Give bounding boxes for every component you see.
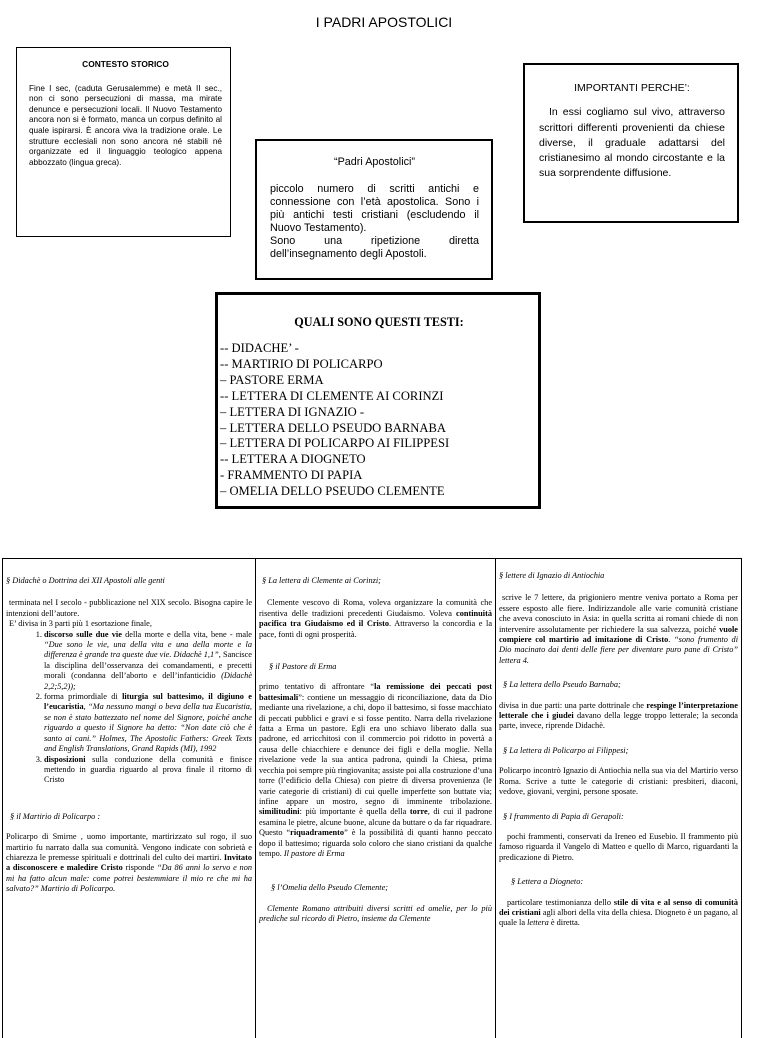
papia-text: pochi frammenti, conservati da Ireneo ed Eusebio. Il frammento più famoso riguarda il Vangelo di Matteo e quello di Marco, riguardanti la predicazione di Pietro.	[499, 831, 738, 862]
page-title: I PADRI APOSTOLICI	[315, 14, 453, 30]
text: Clemente vescovo di Roma, voleva organizzare la comunità che risentiva delle tradizioni precedenti Giudaismo. Voleva	[259, 598, 492, 618]
testi-item: -- LETTERA DI CLEMENTE AI CORINZI	[220, 388, 444, 403]
padri-apostolici-box	[255, 139, 493, 280]
text: . Attraverso la concordia e la pace, fonti di ogni prosperità.	[259, 619, 492, 639]
text: : più importante è quella della	[299, 807, 410, 817]
testi-heading: QUALI SONO QUESTI TESTI:	[294, 315, 464, 329]
testi-item: -- LETTERA A DIOGNETO	[220, 452, 366, 467]
text: , Sancisce la disciplina dell’osservanza dei comandamenti, e precetti morali (condanna dell’aborto e dell’infanticidio	[44, 650, 252, 681]
erma-heading: § il Pastore di Erma	[269, 662, 337, 672]
quote: “sono frumento di Dio macinato dai denti delle fiere per diventare puro pane di Cristo” lettera 4.	[499, 635, 738, 665]
papia-heading: § I frammento di Papia di Gerapoli:	[503, 811, 624, 821]
list-item	[44, 630, 252, 692]
filippesi-text: Policarpo incontrò Ignazio di Antiochia nella sua via del Martirio verso Roma. Scrive a tutte le categorie di cristiani: presbiteri, diaconi, vedove, giovani, vergini, persone sposate.	[499, 766, 738, 797]
table-column-1	[3, 559, 255, 1038]
quote: “Da 86 anni lo servo e non mi ha fatto alcun male: come potrei bestemmiare il mio re che mi ha salvato?” Martirio di Policarpo.	[6, 863, 252, 894]
text: della morte e della vita, bene - male	[121, 629, 252, 639]
list-item	[44, 692, 252, 754]
martirio-text	[6, 832, 252, 894]
text: sulla conduzione della comunità e finisce mettendo in guardia riguardo al prova finale il ritorno di Cristo	[44, 754, 252, 785]
barnaba-heading: § La lettera dello Pseudo Barnaba;	[503, 680, 621, 690]
text: particolare testimonianza dello	[507, 897, 614, 907]
diogneto-text	[499, 898, 738, 929]
bold-text: disposizioni	[44, 754, 86, 764]
list-item	[44, 755, 252, 786]
didache-intro-1: terminata nel I secolo - pubblicazione nel XIX secolo. Bisogna capire le intenzioni dell’autore.	[6, 598, 252, 618]
contesto-storico-box	[16, 47, 231, 237]
barnaba-text	[499, 701, 738, 732]
bold-text: discorso sulle due vie	[44, 629, 122, 639]
testi-item: - FRAMMENTO DI PAPIA	[220, 468, 363, 483]
padri-text-1: piccolo numero di scritti antichi e connessione con l’età apostolica. Sono i più antichi testi cristiani (escludendo il Nuovo Testamento).	[270, 183, 479, 234]
ignazio-text	[499, 593, 738, 666]
text: ” è la possibilità di quanti hanno peccato dopo il battesimo; riguarda solo coloro che siano cristiani da qualche tempo.	[259, 828, 492, 858]
bold-text: stile di vita e al senso di comunità dei cristiani	[499, 897, 738, 917]
quote: , “Ma nessuno mangi o beva della tua Eucaristia, se non è stato battezzato nel nome del Signore, poiché anche riguardo a questo il Signore ha detto: “Non date ciò che è santo ai cani.” Holmes, The Apostolic Fathers: Greek Texts and English Translations, Grand Rapids (MI), 1992	[44, 702, 252, 754]
table-column-2	[255, 559, 495, 1038]
ignazio-heading: § lettere di Ignazio di Antiochia	[499, 571, 605, 580]
bold-text: similitudini	[259, 807, 300, 817]
padri-text-2: Sono una ripetizione diretta dell’insegnamento degli Apostoli.	[270, 235, 479, 260]
diogneto-heading: § Lettera a Diogneto:	[511, 877, 584, 887]
text: .	[668, 635, 674, 645]
text: forma primordiale di	[44, 692, 123, 702]
text: è diretta.	[548, 918, 580, 928]
text: risponde	[122, 863, 157, 873]
texts-table	[2, 558, 742, 1038]
bold-text: respinge l’interpretazione letterale che i giudei	[499, 700, 738, 721]
testi-item: -- MARTIRIO DI POLICARPO	[220, 356, 383, 371]
testi-item: – LETTERA DI POLICARPO AI FILIPPESI	[220, 436, 450, 451]
bold-text: vuole compiere col martirio ad imitazione di Cristo	[499, 624, 738, 645]
testi-item: -- DIDACHE’ -	[220, 341, 299, 355]
didache-heading: § Didachè o Dottrina dei XII Apostoli alle genti	[6, 576, 165, 585]
text: davano della legge troppo letterale; la seconda parte, invece, riprende Didachè.	[499, 711, 738, 731]
text: primo tentativo di affrontare “	[259, 682, 375, 692]
bold-text: liturgia sul battesimo, il digiuno e l’eucaristia	[44, 692, 252, 712]
text: , di cui il padrone esamina le pietre, alcune buone, alcune da buttare o da far riquadrare. Questo “	[259, 807, 493, 838]
omelia-heading: § l’Omelia dello Pseudo Clemente;	[271, 883, 389, 893]
text: divisa in due parti: una parte dottrinale che	[499, 700, 647, 710]
importanti-text: In essi cogliamo sul vivo, attraverso scrittori differenti provenienti da chiese diverse, il graduale adattarsi del cristianesimo al mondo circostante e la sua sorprendente diffusione.	[539, 106, 725, 180]
text: Policarpo di Smirne , uomo importante, martirizzato sul rogo, il suo martirio fu narrato dalla sua comunità. Vengono indicate con sobrietà e chiarezza le premesse spirituali e dottrinali del culto dei martiri.	[6, 832, 252, 862]
contesto-heading: CONTESTO STORICO	[82, 59, 169, 69]
contesto-text: Fine I sec, (caduta Gerusalemme) e metà II sec., non ci sono persecuzioni di massa, ma mirate denunce e persecuzioni locali. Il Nuovo Testamento ancora non si è formato, manca un corpus definito al quale ispirarsi. È ancora viva la tradizione orale. Le strutture ecclesiali non sono ancora né stabili né organizzate ed il linguaggio teologico appena abbozzato (lingua greca).	[29, 83, 222, 167]
testi-item: – LETTERA DI IGNAZIO -	[220, 404, 365, 419]
bold-text: torre	[409, 807, 428, 817]
bold-text: la remissione dei peccati post battesimali	[259, 682, 492, 702]
didache-parts-list	[6, 630, 252, 786]
bold-text: Invitato a disconoscere e maledire Cristo	[6, 852, 252, 873]
reference: Il pastore di Erma	[283, 848, 345, 858]
reference: (Didachè 2,2;5,2));	[44, 671, 252, 691]
didache-intro-2: E’ divisa in 3 parti più 1 esortazione finale,	[9, 619, 152, 629]
padri-heading: “Padri Apostolici”	[333, 156, 415, 168]
erma-text	[259, 682, 492, 859]
importanti-heading: IMPORTANTI PERCHE’:	[574, 82, 690, 94]
text: agli albori della vita della chiesa. Diogneto è un pagano, al quale la	[499, 907, 739, 928]
text: lettera	[527, 918, 549, 928]
quali-testi-box	[215, 292, 541, 509]
quote: “Due sono le vie, una della vita e una della morte e la differenza è grande tra queste due vie. Didachè 1,1”	[44, 640, 252, 660]
testi-item: – LETTERA DELLO PSEUDO BARNABA	[220, 420, 446, 435]
text: scrive le 7 lettere, da prigioniero mentre veniva portato a Roma per essere esposto alle fiere. Indirizzandole alle varie comunità cristiane che aveva conosciuto in Asia: in quella scritta ai romani chiede di non intervenire assolutamente per richiedere la sua salvezza, poiché	[499, 593, 738, 634]
filippesi-heading: § La lettera di Policarpo ai Filippesi;	[503, 745, 629, 755]
text: ”: contiene un messaggio di riconciliazione, data da Dio mediante una rivelazione, a chi, dopo il battesimo, si fosse macchiato di peccati pubblici e gravi e si fosse pentito. Narra della rivelazione fatta a Erma un pastore. Egli era uno schiavo liberato dalla sua padrone, ed arricchitosi con il commercio poi ridotto in povertà a causa delle chiacchiere e denunce dei figli e della moglie. Nella rivelazione vede la sua antica padrona, quindi la Chiesa, prima vecchia poi sempre più ringiovanita; assiste poi alla costruzione d’una torre (l’edificio della Chiesa) con pietre di diversa provenienza (le varie categorie di cristiani) di cui quelle imperfette son buttate via; infine appare un mostro, segno di imminente tribolazione.	[259, 692, 492, 806]
martirio-heading: § il Martirio di Policarpo :	[10, 811, 101, 821]
clemente-heading: § La lettera di Clemente ai Corinzi;	[262, 576, 381, 585]
omelia-text: Clemente Romano attribuiti diversi scritti ed omelie, per lo più prediche sul ricordo di Pietro, insieme da Clemente	[259, 903, 492, 924]
bold-text: continuità pacifica tra Giudaismo ed il Cristo	[259, 608, 492, 629]
testi-item: – OMELIA DELLO PSEUDO CLEMENTE	[220, 484, 445, 499]
clemente-text	[259, 598, 492, 640]
bold-text: riquadramento	[290, 828, 345, 838]
testi-item: – PASTORE ERMA	[220, 372, 324, 387]
importanti-box	[523, 63, 739, 223]
table-column-3	[495, 559, 741, 1038]
